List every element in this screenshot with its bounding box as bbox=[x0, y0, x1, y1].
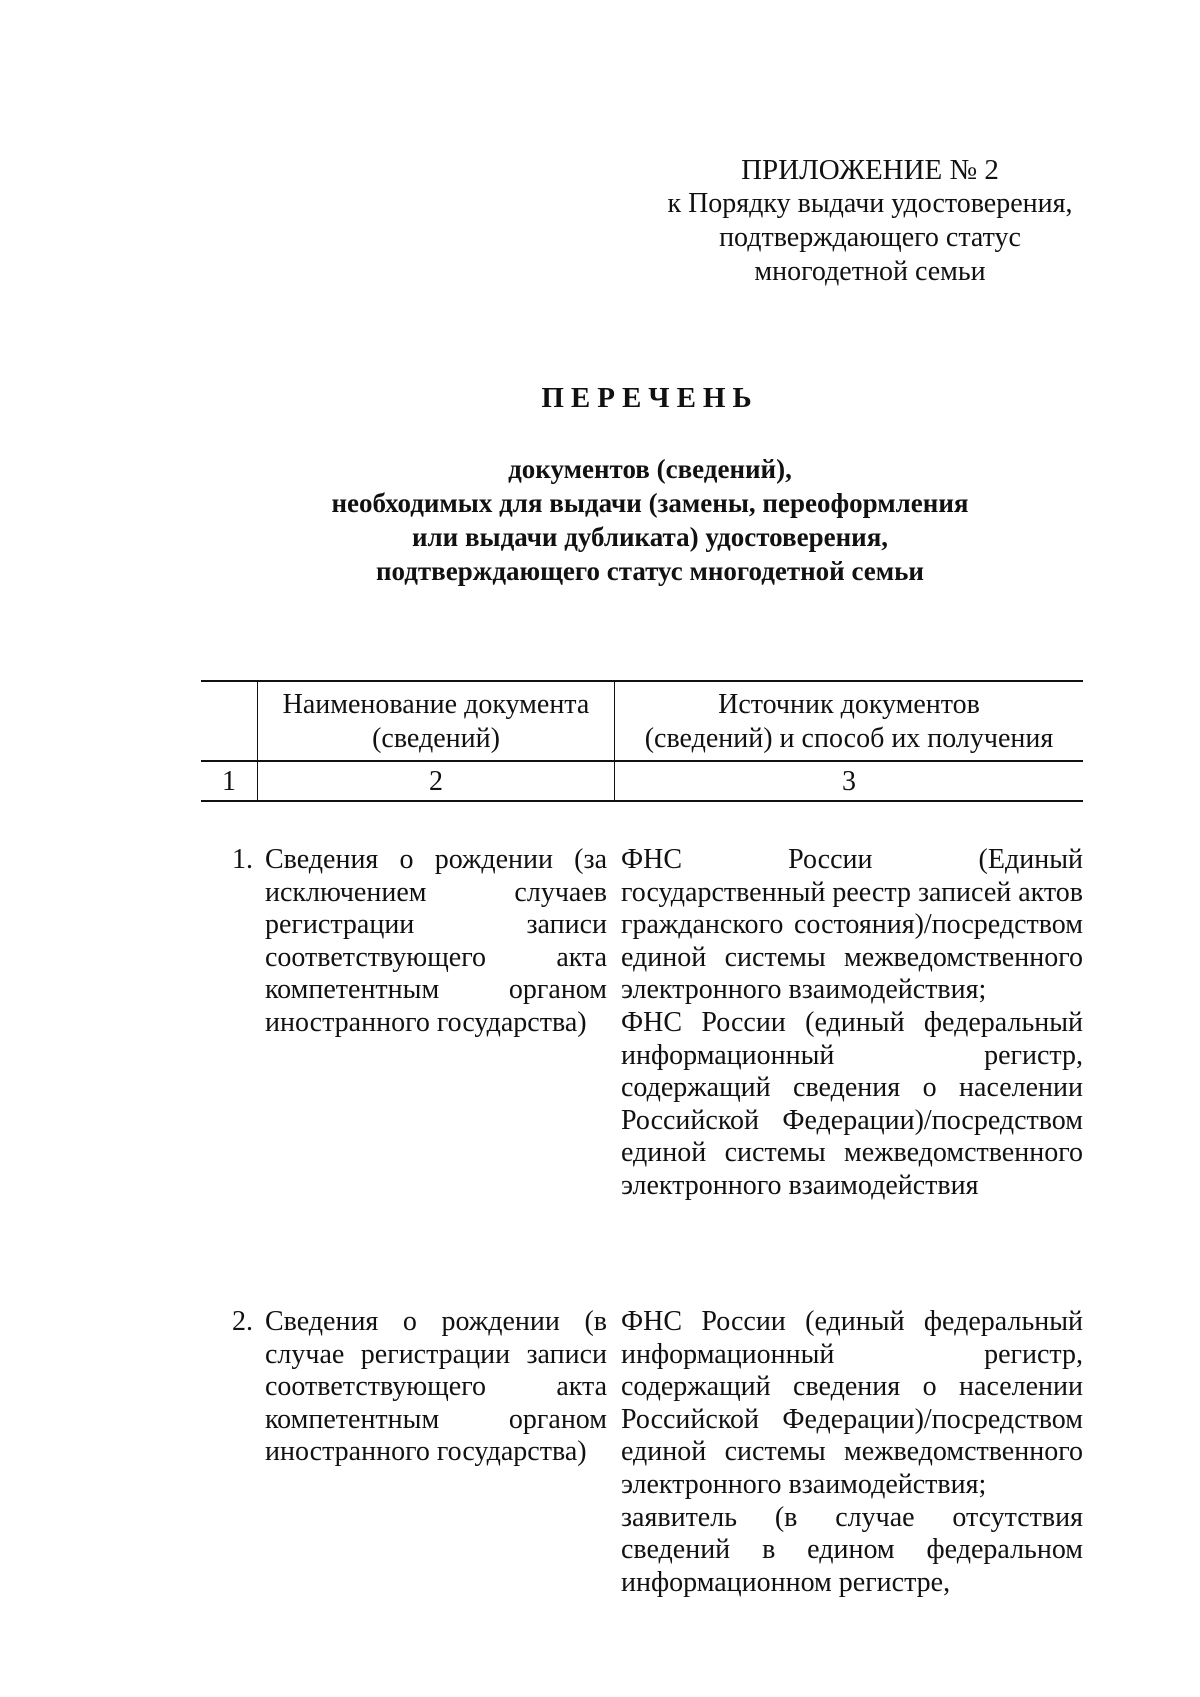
row-source-part: ФНС России (Единый государственный реестр записей актов гражданского состояния)/посредством единой системы межведомственного электронного взаимодействия; bbox=[621, 844, 1083, 1006]
document-subheading bbox=[190, 452, 1110, 588]
row-number: 2. bbox=[232, 1306, 253, 1337]
annex-title: ПРИЛОЖЕНИЕ № 2 bbox=[741, 154, 999, 186]
table-header-row bbox=[201, 682, 1083, 760]
table-header bbox=[201, 680, 1083, 802]
header-cell-document-name bbox=[258, 682, 615, 760]
column-number-cell: 2 bbox=[258, 762, 615, 800]
row-document-name: Сведения о рождении (в случае регистрации записи соответствующего акта компетентным органом иностранного государства) bbox=[265, 1306, 607, 1468]
subheading-line: необходимых для выдачи (замены, переоформления bbox=[331, 488, 969, 518]
row-number: 1. bbox=[232, 844, 253, 875]
column-number-cell: 3 bbox=[842, 766, 856, 797]
table-row bbox=[201, 844, 1083, 1203]
table-column-numbers-row bbox=[201, 760, 1083, 800]
row-source-part: ФНС России (единый федеральный информационный регистр, содержащий сведения о населении Российской Федерации)/посредством единой системы межведомственного электронного взаимодействия; bbox=[621, 1306, 1083, 1500]
header-text: (сведений) bbox=[372, 723, 500, 754]
annex-line: подтверждающего статус bbox=[719, 222, 1021, 253]
row-document-name: Сведения о рождении (за исключением случаев регистрации записи соответствующего акта компетентным органом иностранного государства) bbox=[265, 844, 607, 1038]
header-text: (сведений) и способ их получения bbox=[644, 723, 1054, 754]
header-cell-number bbox=[201, 682, 258, 760]
annex-block bbox=[640, 153, 1100, 289]
document-heading: ПЕРЕЧЕНЬ bbox=[541, 382, 759, 414]
row-source bbox=[613, 844, 1083, 1203]
subheading-line: документов (сведений), bbox=[508, 454, 792, 484]
row-source-part: заявитель (в случае отсутствия сведений в едином федеральном информационном регистре, bbox=[621, 1501, 1083, 1598]
row-source-part: ФНС России (единый федеральный информационный регистр, содержащий сведения о населении Российской Федерации)/посредством единой системы межведомственного электронного взаимодействия bbox=[621, 1006, 1083, 1201]
subheading-line: или выдачи дубликата) удостоверения, bbox=[411, 522, 889, 552]
header-text: Наименование документа bbox=[282, 689, 590, 720]
annex-line: многодетной семьи bbox=[754, 256, 986, 287]
row-source bbox=[613, 1306, 1083, 1599]
table-row bbox=[201, 1306, 1083, 1599]
header-text: Источник документов bbox=[718, 689, 980, 720]
annex-line: к Порядку выдачи удостоверения, bbox=[667, 188, 1073, 219]
column-number-cell: 1 bbox=[201, 762, 258, 800]
header-cell-source bbox=[615, 682, 1083, 760]
subheading-line: подтверждающего статус многодетной семьи bbox=[375, 556, 924, 586]
